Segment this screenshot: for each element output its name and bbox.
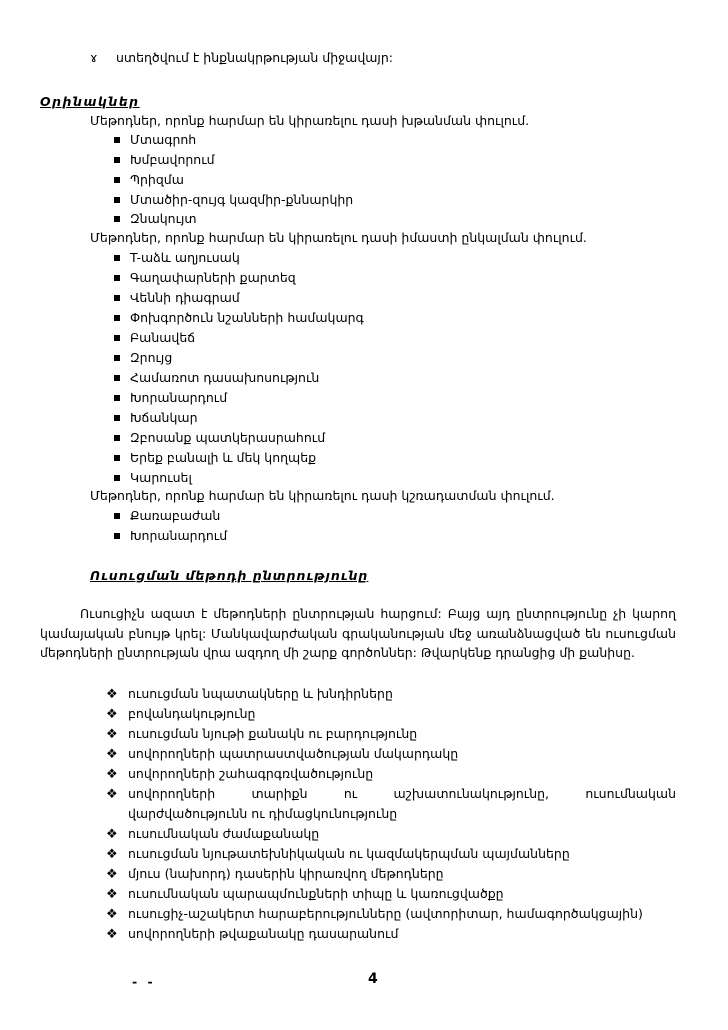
square-bullet-icon [114, 475, 120, 481]
diamond-bullet-icon: ❖ [106, 727, 118, 742]
square-bullet-icon [114, 533, 120, 539]
factor-split-continuation: վարժվածությունն ու դիմացկունությունը [128, 806, 398, 821]
list-item: Խորանարդում [114, 388, 227, 408]
diamond-bullet-icon: ❖ [106, 907, 118, 922]
square-bullet-icon [114, 177, 120, 183]
examples-heading: Օրինակներ [40, 94, 140, 109]
square-bullet-icon [114, 315, 120, 321]
square-bullet-icon [114, 435, 120, 441]
list-item: Բանավեճ [114, 328, 195, 348]
list-item: Զրույց [114, 348, 172, 368]
square-bullet-icon [114, 513, 120, 519]
list-item: ❖ սովորողների շահագրգռվածությունը [106, 764, 373, 785]
diamond-bullet-icon: ❖ [106, 767, 118, 782]
square-bullet-icon [114, 375, 120, 381]
list-item: ❖ սովորողների պատրաստվածության մակարդակը [106, 744, 458, 765]
list-item: ❖ մյուս (նախորդ) դասերին կիրառվող մեթոդները [106, 864, 444, 885]
list-item: Խճանկար [114, 408, 198, 428]
list-item: Փոխգործուն նշանների համակարգ [114, 308, 364, 328]
list-item: Մտագրոհ [114, 130, 196, 150]
top-line [90, 48, 393, 68]
list-item: Քառաբաժան [114, 506, 220, 526]
top-line-text: ստեղծվում է ինքնակրթության միջավայր: [115, 50, 393, 65]
list-item: Խորանարդում [114, 526, 227, 546]
list-item: ❖ ուսուցման նպատակները և խնդիրները [106, 684, 393, 705]
list-item: Զբոսանք պատկերասրահում [114, 428, 325, 448]
list-item: ❖ սովորողների թվաքանակը դասարանում [106, 924, 398, 945]
square-bullet-icon [114, 255, 120, 261]
list-item: Պրիզմա [114, 170, 184, 190]
list-item: ❖ ուսուցման նյութատեխնիկական ու կազմակերպման պայմանները [106, 844, 570, 865]
list-item: Մտածիր-զույգ կազմիր-քննարկիր [114, 190, 353, 210]
square-bullet-icon [114, 216, 120, 222]
page-number: 4 [368, 971, 378, 987]
square-bullet-icon [114, 335, 120, 341]
list-item: ❖ բովանդակությունը [106, 704, 255, 725]
square-bullet-icon [114, 415, 120, 421]
method-heading: Ուսուցման մեթոդի ընտրությունը [90, 568, 369, 583]
square-bullet-icon [114, 355, 120, 361]
diamond-bullet-icon: ❖ [106, 867, 118, 882]
list-item: ❖ ուսումնական պարապմունքների տիպը և կառուցվածքը [106, 884, 504, 905]
square-bullet-icon [114, 197, 120, 203]
square-bullet-icon [114, 157, 120, 163]
group3-intro: Մեթոդներ, որոնք հարմար են կիրառելու դասի կշռադատման փուլում. [90, 488, 555, 503]
diamond-bullet-icon: ❖ [106, 927, 118, 942]
diamond-bullet-icon: ❖ [106, 847, 118, 862]
diamond-bullet-icon: ❖ [106, 747, 118, 762]
square-bullet-icon [114, 395, 120, 401]
square-bullet-icon [114, 137, 120, 143]
list-item: Զնակույտ [114, 209, 197, 229]
arrow-bullet-icon: ɤ [90, 50, 98, 65]
diamond-bullet-icon: ❖ [106, 687, 118, 702]
body-paragraph: Ուսուցիչն ազատ է մեթոդների ընտրության հարցում: Բայց այդ ընտրությունը չի կարող կամայական բնույթ կրել: Մանկավարժական գրականության մեջ առանձնացված են ուսուցման մեթոդների ընտրության վրա ազդող մի շարք գործոններ: Թվարկենք դրանցից մի քանիսը. [40, 606, 676, 660]
list-item: Համառոտ դասախոսություն [114, 368, 319, 388]
list-item: ❖ ուսուցիչ-աշակերտ հարաբերությունները (ավտորիտար, համագործակցային) [106, 904, 643, 925]
square-bullet-icon [114, 275, 120, 281]
list-item: ❖ ուսումնական ժամաքանակը [106, 824, 319, 845]
footer-dashes: - - [132, 974, 156, 989]
list-item: Վեննի դիագրամ [114, 288, 240, 308]
factor-split-line: սովորողների տարիքն ու աշխատունակությունը, ուսումնական [128, 786, 676, 801]
list-item [106, 784, 676, 805]
diamond-bullet-icon: ❖ [106, 787, 118, 802]
group2-intro: Մեթոդներ, որոնք հարմար են կիրառելու դասի իմաստի ընկալման փուլում. [90, 230, 587, 245]
diamond-bullet-icon: ❖ [106, 707, 118, 722]
list-item: Գաղափարների քարտեզ [114, 268, 296, 288]
diamond-bullet-icon: ❖ [106, 887, 118, 902]
diamond-bullet-icon: ❖ [106, 827, 118, 842]
list-item: Երեք բանալի և մեկ կողպեք [114, 448, 316, 468]
square-bullet-icon [114, 455, 120, 461]
square-bullet-icon [114, 295, 120, 301]
list-item: Խմբավորում [114, 150, 215, 170]
list-item: ❖ ուսուցման նյութի քանակն ու բարդությունը [106, 724, 417, 745]
list-item: Կարուսել [114, 468, 192, 488]
group1-intro: Մեթոդներ, որոնք հարմար են կիրառելու դասի խթանման փուլում. [90, 113, 530, 128]
list-item: T-աձև աղյուսակ [114, 248, 240, 268]
